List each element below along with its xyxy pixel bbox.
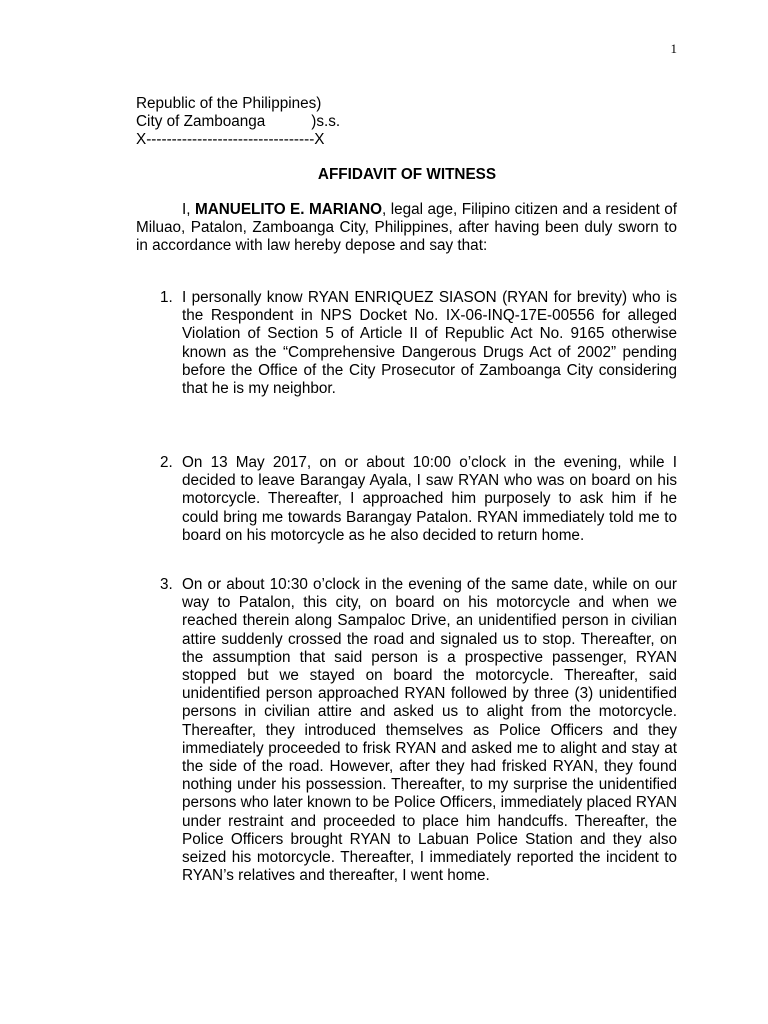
list-item — [136, 576, 677, 885]
caption-republic: Republic of the Philippines) — [136, 95, 322, 112]
intro-pre: I, — [182, 201, 195, 218]
list-item — [136, 454, 677, 545]
document-title: AFFIDAVIT OF WITNESS — [317, 166, 497, 183]
caption-ss: )s.s. — [311, 113, 341, 131]
caption-city-name: City of Zamboanga — [136, 113, 266, 131]
caption-city — [136, 113, 340, 131]
item-number: 2. — [160, 454, 173, 471]
item-number: 3. — [160, 576, 173, 593]
item-text: On 13 May 2017, on or about 10:00 o’clock in the evening, while I decided to leave Barangay Ayala, I saw RYAN who was on board on his motorcycle. Thereafter, I approached him purposely to ask him if he could bring me towards Barangay Patalon. RYAN immediately told me to board on his motorcycle as he also decided to return home. — [182, 454, 677, 544]
intro-rest: , legal age, Filipino citizen and a resident of Miluao, Patalon, Zamboanga City, Philippines, after having been duly sworn to in accordance with law hereby depose and say that: — [136, 201, 677, 255]
item-text: On or about 10:30 o’clock in the evening of the same date, while on our way to Patalon, this city, on board on his motorcycle and when we reached therein along Sampaloc Drive, an unidentified person in civilian attire suddenly crossed the road and signaled us to stop. Thereafter, on the assumption that said person is a prospective passenger, RYAN stopped but we stayed on board the motorcycle. Thereafter, said unidentified person approached RYAN followed by three (3) unidentified persons in civilian attire and asked us to alight from the motorcycle. Thereafter, they introduced themselves as Police Officers and they immediately proceeded to frisk RYAN and asked me to alight and stay at the side of the road. However, after they had frisked RYAN, they found nothing under his possession. Thereafter, to my surprise the unidentified persons who later known to be Police Officers, immediately placed RYAN under restraint and proceeded to place him handcuffs. Thereafter, the Police Officers brought RYAN to Labuan Police Station and they also seized his motorcycle. Thereafter, I immediately reported the incident to RYAN’s relatives and thereafter, I went home. — [182, 576, 677, 885]
item-number: 1. — [160, 289, 173, 306]
item-text: I personally know RYAN ENRIQUEZ SIASON (RYAN for brevity) who is the Respondent in NPS Docket No. IX-06-INQ-17E-00556 for alleged Violation of Section 5 of Article II of Republic Act No. 9165 otherwise known as the “Comprehensive Dangerous Drugs Act of 2002” pending before the Office of the City Prosecutor of Zamboanga City considering that he is my neighbor. — [182, 289, 677, 398]
intro-paragraph — [136, 201, 677, 256]
page-number: 1 — [670, 41, 677, 56]
list-item — [136, 289, 677, 398]
venue-caption — [136, 95, 340, 150]
affiant-name: MANUELITO E. MARIANO — [194, 201, 383, 218]
caption-divider: X---------------------------------X — [136, 131, 325, 149]
